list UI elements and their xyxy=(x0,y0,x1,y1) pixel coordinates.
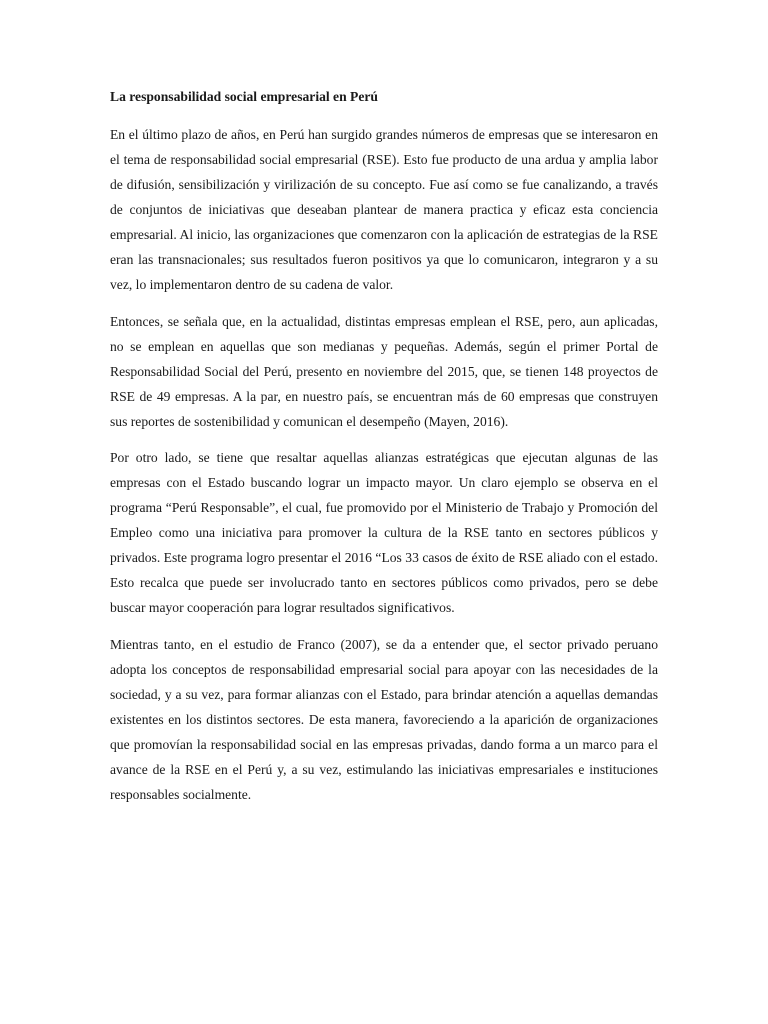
paragraph-3: Por otro lado, se tiene que resaltar aquellas alianzas estratégicas que ejecutan algunas de las empresas con el Estado buscando lograr un impacto mayor. Un claro ejemplo se observa en el programa “Perú Responsable”, el cual, fue promovido por el Ministerio de Trabajo y Promoción del Empleo como una iniciativa para promover la cultura de la RSE tanto en sectores públicos y privados. Este programa logro presentar el 2016 “Los 33 casos de éxito de RSE aliado con el estado. Esto recalca que puede ser involucrado tanto en sectores públicos como privados, pero se debe buscar mayor cooperación para lograr resultados significativos. xyxy=(110,450,658,615)
document-page xyxy=(110,84,658,818)
paragraph-1: En el último plazo de años, en Perú han surgido grandes números de empresas que se interesaron en el tema de responsabilidad social empresarial (RSE). Esto fue producto de una ardua y amplia labor de difusión, sensibilización y virilización de su concepto. Fue así como se fue canalizando, a través de conjuntos de iniciativas que deseaban plantear de manera practica y eficaz esta conciencia empresarial. Al inicio, las organizaciones que comenzaron con la aplicación de estrategias de la RSE eran las transnacionales; sus resultados fueron positivos ya que lo comunicaron, integraron y a su vez, lo implementaron dentro de su cadena de valor. xyxy=(110,127,658,292)
document-title: La responsabilidad social empresarial en Perú xyxy=(110,89,378,104)
paragraph-4: Mientras tanto, en el estudio de Franco (2007), se da a entender que, el sector privado peruano adopta los conceptos de responsabilidad empresarial social para apoyar con las necesidades de la sociedad, y a su vez, para formar alianzas con el Estado, para brindar atención a aquellas demandas existentes en los distintos sectores. De esta manera, favoreciendo a la aparición de organizaciones que promovían la responsabilidad social en las empresas privadas, dando forma a un marco para el avance de la RSE en el Perú y, a su vez, estimulando las iniciativas empresariales e instituciones responsables socialmente. xyxy=(110,636,658,802)
paragraph-2: Entonces, se señala que, en la actualidad, distintas empresas emplean el RSE, pero, aun aplicadas, no se emplean en aquellas que son medianas y pequeñas. Además, según el primer Portal de Responsabilidad Social del Perú, presento en noviembre del 2015, que, se tienen 148 proyectos de RSE de 49 empresas. A la par, en nuestro país, se encuentran más de 60 empresas que construyen sus reportes de sostenibilidad y comunican el desempeño (Mayen, 2016). xyxy=(110,313,658,429)
